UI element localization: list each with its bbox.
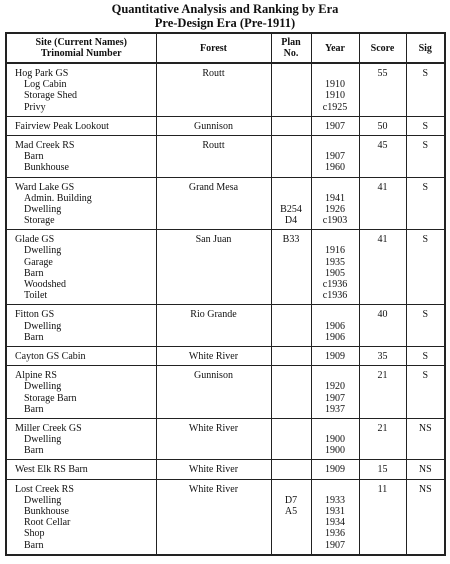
year-value: 1906 [325,331,345,343]
plan-number: D7 [284,494,298,506]
page-subtitle: Pre-Design Era (Pre-1911) [154,16,296,30]
site-name: Miller Creek GS [15,422,82,434]
sig-cell: S [406,366,445,419]
year-cell [311,460,359,479]
sig-cell: S [406,63,445,116]
site-cell [6,479,156,555]
table-row [6,63,445,116]
year-value: 1910 [325,79,345,91]
sig-cell: S [406,230,445,305]
year-value: 1920 [325,381,345,393]
plan-number [272,423,311,434]
plan-number [272,79,311,90]
plan-number [272,309,311,320]
site-cell [6,63,156,116]
ranking-table [5,32,446,556]
score-cell: 41 [359,177,406,230]
year-value: 1900 [325,445,345,457]
building-name: Woodshed [24,279,66,290]
year-cell [311,305,359,347]
site-name: Hog Park GS [15,68,69,79]
year-value: 1934 [325,517,345,529]
building-name: Log Cabin [24,79,67,91]
header-score: Score [359,33,406,63]
site-cell [6,366,156,419]
plan-number [272,540,311,551]
year-cell [311,63,359,116]
year-cell [311,346,359,365]
building-name: Storage [24,215,55,227]
plan-number [272,393,311,404]
table-row [6,177,445,230]
score-cell: 55 [359,63,406,116]
year-value: 1936 [325,528,345,540]
header-row [6,33,445,63]
sig-cell: S [406,116,445,135]
year-cell [311,230,359,305]
plan-number [272,182,311,193]
plan-number [272,370,311,381]
table-row [6,135,445,177]
building-name: Garage [24,256,53,268]
plan-number [272,464,311,475]
site-name: Ward Lake GS [15,181,75,193]
site-cell [6,116,156,135]
year-cell [311,366,359,419]
year-value: 1907 [325,120,345,132]
site-cell [6,177,156,230]
building-name: Privy [24,101,46,113]
year-value: 1910 [325,90,345,102]
table-row [6,418,445,460]
year-value: 1937 [325,403,345,415]
score-cell: 41 [359,230,406,305]
plan-cell [271,366,311,419]
building-name: Dwelling [24,434,62,446]
plan-number [272,445,311,456]
plan-number [272,332,311,343]
site-name: Mad Creek RS [15,139,75,151]
year-value: 1906 [325,320,345,332]
site-name: Fitton GS [15,309,55,321]
building-name: Barn [24,151,44,163]
plan-number [272,162,311,173]
building-name: Barn [24,403,44,415]
plan-number [272,484,311,495]
year-cell [311,418,359,460]
year-value: 1916 [325,245,345,257]
forest-cell: San Juan [156,230,271,305]
building-name: Admin. Building [24,192,92,204]
building-name: Shop [24,528,45,540]
plan-number [272,268,311,279]
year-value [312,484,359,495]
year-value: 1935 [325,256,345,268]
score-cell: 45 [359,135,406,177]
building-name: Barn [24,267,44,279]
forest-cell: Routt [156,63,271,116]
year-value: 1905 [325,267,345,279]
plan-cell [271,230,311,305]
year-cell [311,479,359,555]
plan-number: D4 [284,215,298,227]
building-name: Bunkhouse [24,162,69,174]
table-row [6,460,445,479]
plan-cell [271,346,311,365]
site-name: Lost Creek RS [15,483,74,495]
building-name: Storage Shed [24,90,78,102]
score-cell: 40 [359,305,406,347]
year-cell [311,116,359,135]
forest-cell: Gunnison [156,116,271,135]
score-cell: 21 [359,366,406,419]
plan-number [272,151,311,162]
year-value: 1933 [325,494,345,506]
plan-number: B33 [282,234,300,246]
sig-cell: S [406,135,445,177]
plan-cell [271,305,311,347]
plan-number [272,257,311,268]
plan-number [272,102,311,113]
table-body [6,63,445,555]
building-name: Bunkhouse [24,506,69,517]
year-value: 1941 [325,192,345,204]
year-cell [311,177,359,230]
year-value: 1926 [325,203,345,215]
plan-number [272,404,311,415]
plan-number [272,351,311,362]
year-value: 1931 [325,506,345,517]
plan-number [272,68,311,79]
plan-cell [271,63,311,116]
site-cell [6,135,156,177]
site-cell [6,418,156,460]
building-name: Dwelling [24,494,62,506]
year-value [312,68,359,79]
score-cell: 21 [359,418,406,460]
plan-number [272,279,311,290]
building-name: Dwelling [24,203,62,215]
year-value: c1936 [322,290,348,302]
plan-number: A5 [284,506,298,517]
site-name: Alpine RS [15,370,57,382]
forest-cell: Rio Grande [156,305,271,347]
score-cell: 15 [359,460,406,479]
site-name: Fairview Peak Lookout [15,120,109,132]
building-name: Toilet [24,290,48,302]
plan-number [272,528,311,539]
header-plan: Plan No. [271,33,311,63]
plan-cell [271,479,311,555]
table-row [6,346,445,365]
site-cell [6,346,156,365]
sig-cell: NS [406,460,445,479]
building-name: Storage Barn [24,392,77,404]
sig-cell: S [406,177,445,230]
plan-number [272,381,311,392]
plan-cell [271,116,311,135]
forest-cell: White River [156,460,271,479]
site-name: West Elk RS Barn [15,464,88,476]
table-row [6,479,445,555]
forest-cell: White River [156,479,271,555]
forest-cell: Grand Mesa [156,177,271,230]
site-name: Cayton GS Cabin [15,350,86,362]
plan-cell [271,418,311,460]
header-site: Site (Current Names) Trinomial Number [6,33,156,63]
building-name: Dwelling [24,381,62,393]
table-row [6,230,445,305]
table-row [6,116,445,135]
year-value [312,182,359,193]
building-name: Barn [24,445,44,457]
building-name: Barn [24,539,44,551]
site-cell [6,460,156,479]
forest-cell: White River [156,418,271,460]
plan-number [272,193,311,204]
forest-cell: Gunnison [156,366,271,419]
year-value [312,370,359,381]
forest-cell: White River [156,346,271,365]
year-value [312,234,359,245]
header-sig: Sig [406,33,445,63]
year-cell [311,135,359,177]
sig-cell: S [406,305,445,347]
year-value: 1960 [325,162,345,174]
header-forest: Forest [156,33,271,63]
year-value: 1907 [325,392,345,404]
table-row [6,305,445,347]
year-value: 1907 [325,151,345,163]
building-name: Dwelling [24,245,62,257]
page-title: Quantitative Analysis and Ranking by Era [111,2,339,16]
plan-number [272,517,311,528]
site-cell [6,305,156,347]
sig-cell: S [406,346,445,365]
plan-number [272,321,311,332]
year-value: c1925 [322,101,348,113]
plan-number [272,121,311,132]
plan-number [272,245,311,256]
sig-cell: NS [406,418,445,460]
year-value: c1936 [322,279,348,290]
plan-cell [271,177,311,230]
forest-cell: Routt [156,135,271,177]
year-value [312,309,359,320]
sig-cell: NS [406,479,445,555]
plan-number [272,90,311,101]
table-row [6,366,445,419]
year-value [312,140,359,151]
building-name: Barn [24,331,44,343]
year-value: 1907 [325,539,345,551]
plan-number: B254 [280,203,302,215]
score-cell: 11 [359,479,406,555]
building-name: Dwelling [24,320,62,332]
header-year: Year [311,33,359,63]
score-cell: 35 [359,346,406,365]
plan-number [272,140,311,151]
year-value: 1909 [325,350,345,362]
plan-cell [271,135,311,177]
score-cell: 50 [359,116,406,135]
year-value: 1900 [325,434,345,446]
year-value: c1903 [322,215,348,227]
year-value: 1909 [325,464,345,476]
plan-number [272,434,311,445]
plan-cell [271,460,311,479]
building-name: Root Cellar [24,517,71,529]
plan-number [272,290,311,301]
year-value [312,423,359,434]
site-cell [6,230,156,305]
site-name: Glade GS [15,234,55,246]
